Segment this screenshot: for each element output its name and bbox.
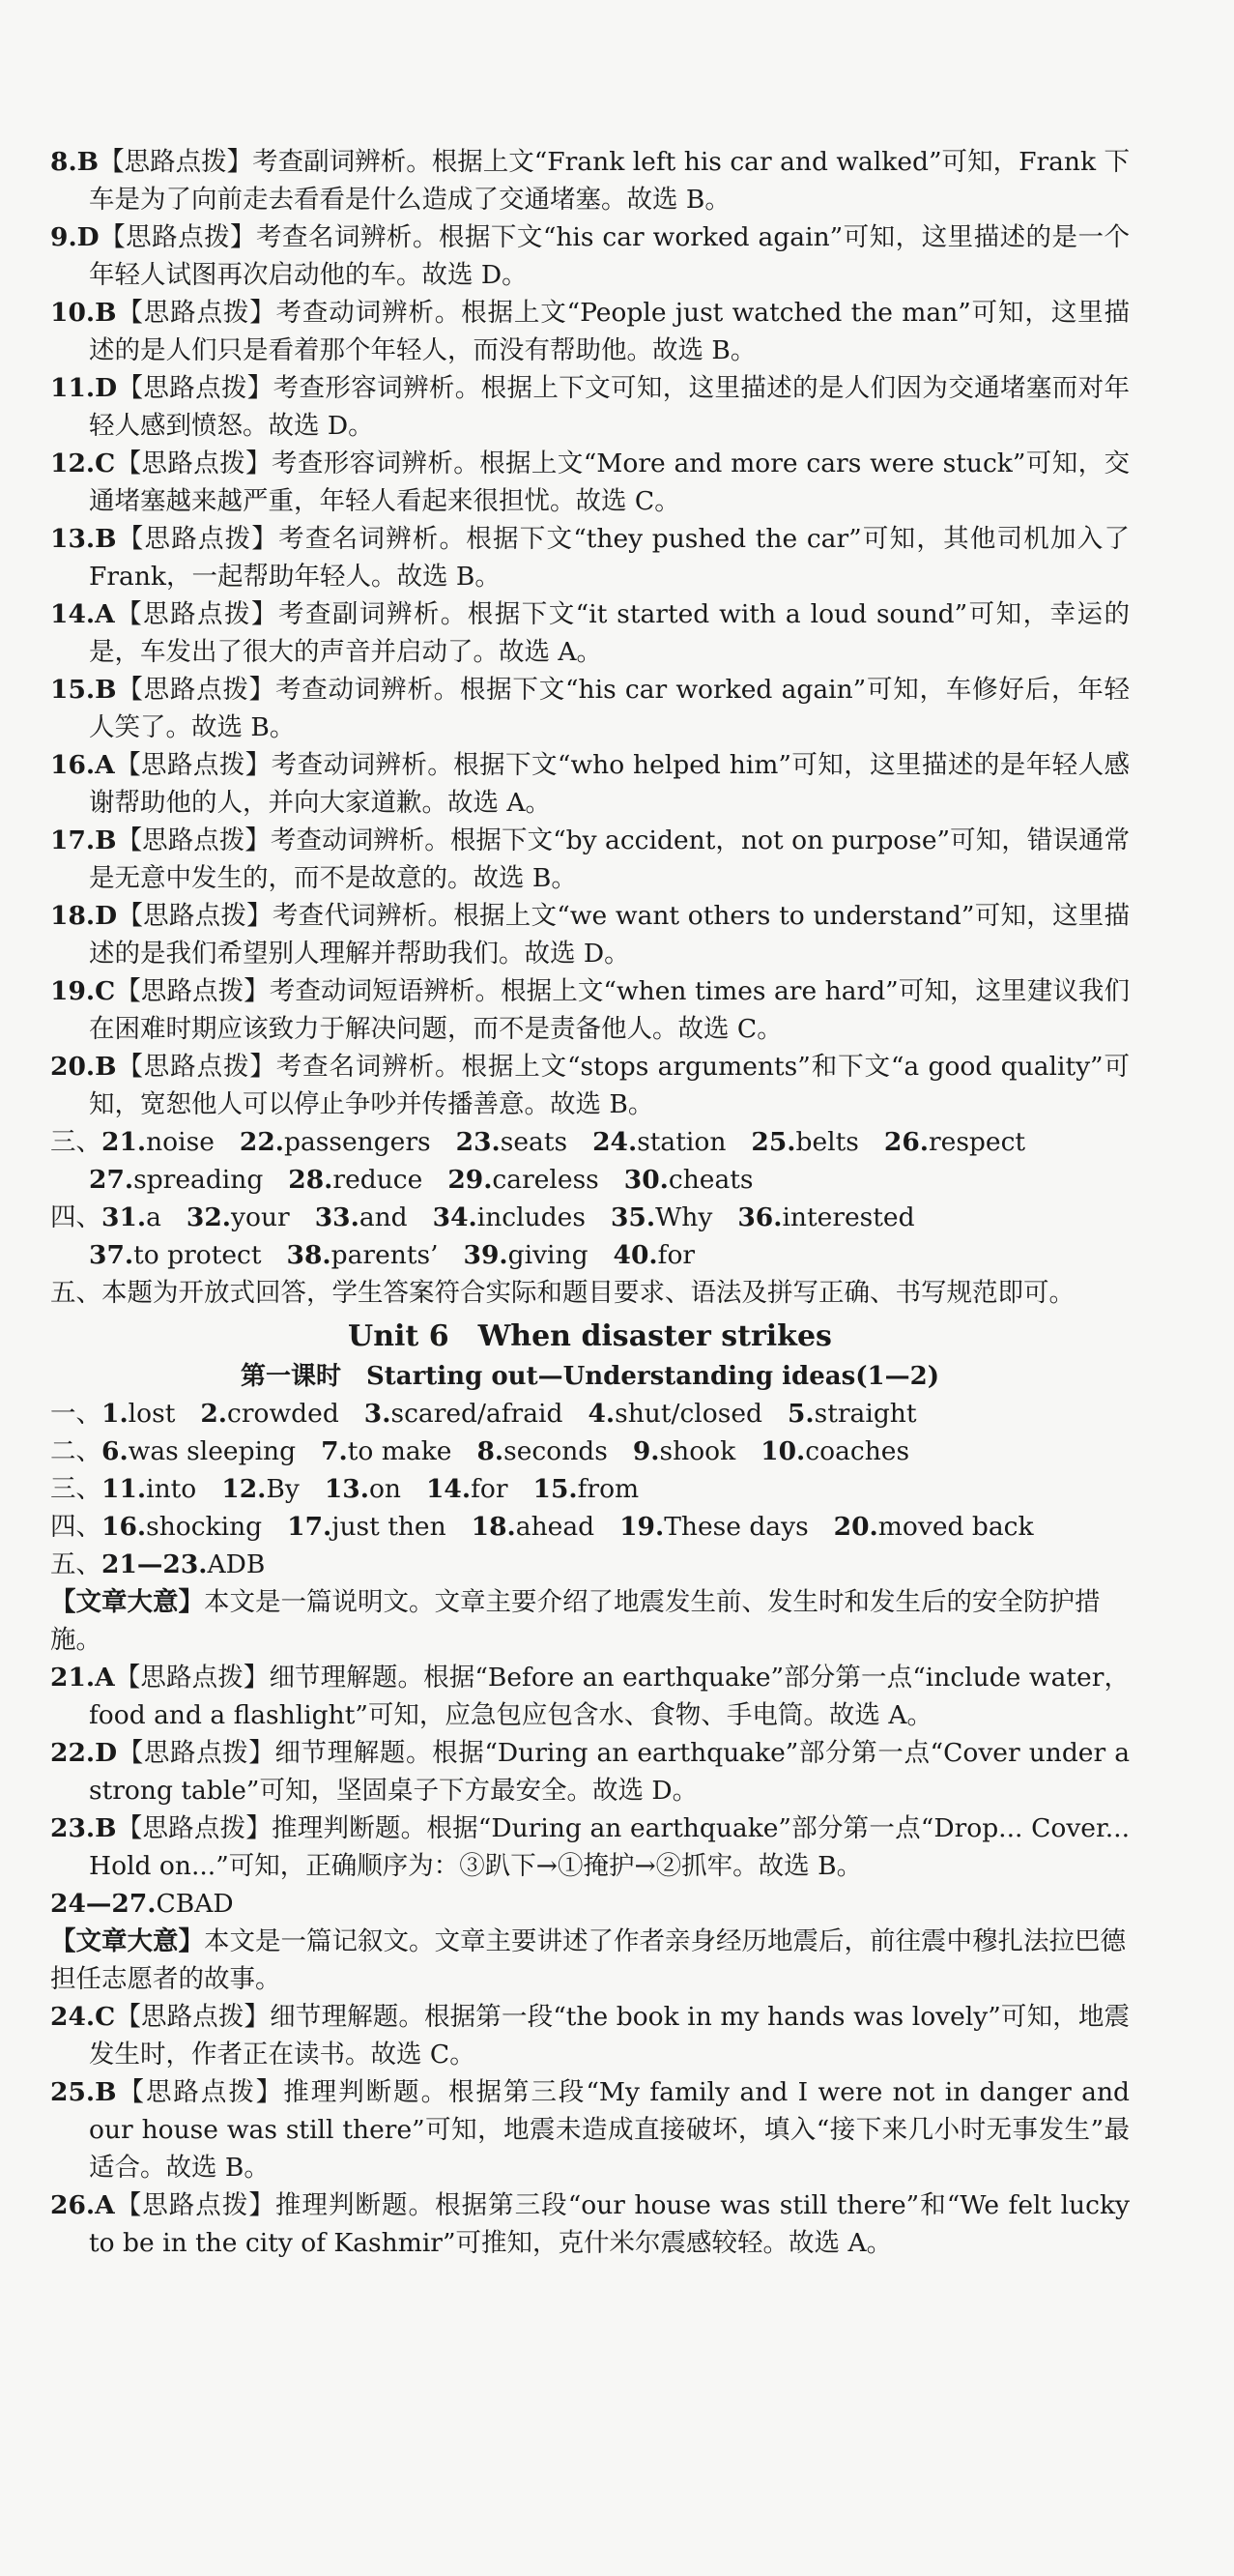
- fill-word: ahead: [515, 1512, 595, 1542]
- answer-explanation: 【思路点拨】考查形容词辨析。根据上文“More and more cars were stuck”可知，交通堵塞越来越严重，年轻人看起来很担忧。故选 C。: [89, 449, 1130, 516]
- answer-number: 10.B: [50, 298, 117, 328]
- answer-number: 21.A: [50, 1663, 115, 1693]
- fill-word: belts: [795, 1127, 859, 1157]
- fill-answer: [50, 1433, 296, 1470]
- fill-number: 12.: [221, 1474, 267, 1504]
- fill-number: 22.: [239, 1127, 284, 1157]
- answer-item: [50, 520, 1130, 595]
- article-summary-2: [50, 1923, 1130, 1998]
- fill-answer: [240, 1123, 431, 1161]
- answer-explanation: 【思路点拨】细节理解题。根据第一段“the book in my hands was lovely”可知，地震发生时，作者正在读书。故选 C。: [89, 2002, 1130, 2069]
- answer-number: 8.B: [50, 147, 100, 177]
- fill-number: 13.: [324, 1474, 369, 1504]
- fill-answer: [533, 1470, 640, 1508]
- fill-word: shocking: [146, 1512, 263, 1542]
- fill-number: 39.: [463, 1240, 508, 1270]
- fill-answer: [89, 1236, 262, 1274]
- fill-number: 30.: [623, 1165, 669, 1195]
- fill-number: 40.: [613, 1240, 658, 1270]
- fill-number: 27.: [89, 1165, 134, 1195]
- fill-number: 3.: [363, 1399, 391, 1429]
- fill-answer: [287, 1236, 439, 1274]
- answer-number: 18.D: [50, 901, 118, 931]
- fill-answer: [884, 1123, 1025, 1161]
- fill-answer: [315, 1199, 408, 1236]
- fill-number: 14.: [425, 1474, 472, 1504]
- fill-answer: [737, 1199, 914, 1236]
- fill-word: Why: [655, 1202, 713, 1232]
- answer-item: [50, 1809, 1130, 1885]
- answer-explanation: 【思路点拨】细节理解题。根据“During an earthquake”部分第一点“Cover under a strong table”可知，坚固桌子下方最安全。故选 D。: [89, 1738, 1130, 1806]
- fill-answer: [364, 1395, 563, 1433]
- fill-word: shut/closed: [615, 1399, 762, 1429]
- fill-number: 16.: [101, 1512, 147, 1542]
- fill-number: 26.: [883, 1127, 929, 1157]
- answer-explanation: 【思路点拨】考查动词辨析。根据下文“by accident，not on purpose”可知，错误通常是无意中发生的，而不是故意的。故选 B。: [89, 825, 1130, 893]
- fill-answer: [464, 1236, 588, 1274]
- group2-answer: CBAD: [156, 1889, 234, 1919]
- unit-section-2: [50, 1433, 1130, 1470]
- fill-word: passengers: [284, 1127, 431, 1157]
- fill-number: 8.: [476, 1436, 504, 1466]
- fill-answer: [433, 1199, 586, 1236]
- fill-number: 34.: [432, 1202, 477, 1232]
- fill-number: 17.: [287, 1512, 332, 1542]
- answer-number: 25.B: [50, 2077, 117, 2107]
- answer-number: 23.B: [50, 1813, 117, 1843]
- section-prefix: 一、: [50, 1399, 101, 1429]
- fill-word: interested: [782, 1202, 915, 1232]
- answer-number: 26.A: [50, 2190, 115, 2220]
- fill-answer: [89, 1161, 263, 1199]
- answer-explanation: 【思路点拨】考查形容词辨析。根据上下文可知，这里描述的是人们因为交通堵塞而对年轻人感到愤怒。故选 D。: [89, 373, 1130, 441]
- summary-2-label: 【文章大意】: [50, 1926, 204, 1956]
- fill-word: to make: [347, 1436, 452, 1466]
- fill-word: into: [146, 1474, 197, 1504]
- fill-answer: [221, 1470, 300, 1508]
- fill-number: 20.: [833, 1512, 878, 1542]
- answer-item: [50, 445, 1130, 520]
- unit-section-1: [50, 1395, 1130, 1433]
- answer-item: [50, 369, 1130, 445]
- fill-word: just then: [331, 1512, 446, 1542]
- fill-word: from: [577, 1474, 640, 1504]
- fill-number: 19.: [619, 1512, 665, 1542]
- answer-item: [50, 671, 1130, 746]
- answer-number: 24.C: [50, 2002, 116, 2032]
- answer-explanation: 【思路点拨】考查副词辨析。根据下文“it started with a loud sound”可知，幸运的是，车发出了很大的声音并启动了。故选 A。: [89, 599, 1130, 667]
- answer-item: [50, 1048, 1130, 1123]
- fill-word: parents’: [330, 1240, 439, 1270]
- answer-number: 19.C: [50, 976, 116, 1006]
- fill-number: 11.: [101, 1474, 147, 1504]
- answer-number: 15.B: [50, 675, 117, 705]
- answer-item: [50, 143, 1130, 218]
- fill-answer: [50, 1123, 215, 1161]
- fill-number: 4.: [588, 1399, 616, 1429]
- answer-number: 13.B: [50, 524, 117, 554]
- fill-answer: [187, 1199, 290, 1236]
- answer-item: [50, 294, 1130, 369]
- fill-word: includes: [476, 1202, 586, 1232]
- answer-number: 17.B: [50, 825, 117, 855]
- section-5-text: 五、本题为开放式回答，学生答案符合实际和题目要求、语法及拼写正确、书写规范即可。: [50, 1278, 1075, 1308]
- answer-number: 14.A: [50, 599, 115, 629]
- fill-word: moved back: [877, 1512, 1034, 1542]
- answer-item: [50, 1659, 1130, 1734]
- fill-answer: [50, 1199, 161, 1236]
- section-3-line-2: [50, 1161, 1130, 1199]
- group2-num: 24—27.: [50, 1889, 157, 1919]
- answer-item: [50, 2073, 1130, 2186]
- fill-word: These days: [664, 1512, 809, 1542]
- unit-section-4: [50, 1508, 1130, 1546]
- fill-word: lost: [128, 1399, 176, 1429]
- group-24-27: [50, 1885, 1130, 1923]
- fill-number: 15.: [532, 1474, 578, 1504]
- fill-word: careless: [492, 1165, 599, 1195]
- answer-explanation: 【思路点拨】考查代词辨析。根据上文“we want others to understand”可知，这里描述的是我们希望别人理解并帮助我们。故选 D。: [89, 901, 1130, 969]
- fill-answer: [760, 1433, 909, 1470]
- fill-number: 24.: [592, 1127, 638, 1157]
- answer-explanation: 【思路点拨】考查副词辨析。根据上文“Frank left his car and walked”可知，Frank 下车是为了向前走去看看是什么造成了交通堵塞。故选 B。: [89, 147, 1130, 215]
- fill-word: cheats: [668, 1165, 754, 1195]
- fill-number: 1.: [101, 1399, 129, 1429]
- answer-item: [50, 897, 1130, 972]
- fill-word: station: [637, 1127, 727, 1157]
- fill-answer: [288, 1161, 422, 1199]
- fill-word: a: [146, 1202, 161, 1232]
- fill-answer: [287, 1508, 446, 1546]
- fill-number: 9.: [632, 1436, 660, 1466]
- fill-answer: [321, 1433, 451, 1470]
- fill-word: seconds: [503, 1436, 608, 1466]
- fill-answer: [788, 1395, 917, 1433]
- section-prefix: 三、: [50, 1474, 101, 1504]
- answer-number: 12.C: [50, 449, 116, 478]
- answer-item: [50, 218, 1130, 294]
- summary-1-label: 【文章大意】: [50, 1587, 204, 1617]
- fill-word: coaches: [805, 1436, 910, 1466]
- unit-section-3: [50, 1470, 1130, 1508]
- fill-number: 25.: [751, 1127, 796, 1157]
- fill-word: respect: [928, 1127, 1026, 1157]
- u5-answer: ADB: [207, 1549, 266, 1579]
- fill-number: 7.: [321, 1436, 348, 1466]
- answer-explanation: 【思路点拨】推理判断题。根据第三段“My family and I were not in danger and our house was still there”可知，地震未造成直接破坏，填入“接下来几小时无事发生”最适合。故选 B。: [89, 2077, 1130, 2183]
- fill-number: 38.: [286, 1240, 331, 1270]
- u5-prefix: 五、: [50, 1549, 101, 1579]
- unit-title: Unit 6 When disaster strikes: [348, 1319, 832, 1353]
- answer-number: 9.D: [50, 222, 100, 252]
- fill-answer: [834, 1508, 1034, 1546]
- fill-answer: [447, 1161, 598, 1199]
- lesson-title: 第一课时 Starting out—Understanding ideas(1—2): [240, 1362, 940, 1391]
- fill-number: 35.: [610, 1202, 656, 1232]
- answer-item: [50, 2186, 1130, 2262]
- fill-number: 18.: [471, 1512, 516, 1542]
- fill-word: shook: [659, 1436, 736, 1466]
- answer-list-mid: [50, 1659, 1130, 1885]
- section-prefix: 四、: [50, 1202, 101, 1232]
- summary-2-text: 本文是一篇记叙文。文章主要讲述了作者亲身经历地震后，前往震中穆扎法拉巴德担任志愿者的故事。: [50, 1926, 1126, 1994]
- fill-answer: [472, 1508, 594, 1546]
- answer-explanation: 【思路点拨】细节理解题。根据“Before an earthquake”部分第一点“include water，food and a flashlight”可知，应急包应包含水、食物、手电筒。故选 A。: [89, 1663, 1130, 1730]
- answer-explanation: 【思路点拨】考查动词辨析。根据下文“his car worked again”可知，车修好后，年轻人笑了。故选 B。: [89, 675, 1130, 742]
- fill-answer: [611, 1199, 712, 1236]
- fill-number: 33.: [314, 1202, 359, 1232]
- fill-word: straight: [814, 1399, 917, 1429]
- fill-number: 2.: [200, 1399, 228, 1429]
- answer-item: [50, 595, 1130, 671]
- fill-answer: [50, 1470, 196, 1508]
- section-4-line-2: [50, 1236, 1130, 1274]
- answer-item: [50, 746, 1130, 822]
- answer-list-top: [50, 143, 1130, 1123]
- fill-number: 32.: [186, 1202, 232, 1232]
- fill-word: reduce: [332, 1165, 423, 1195]
- fill-answer: [50, 1508, 262, 1546]
- fill-number: 28.: [288, 1165, 333, 1195]
- fill-word: By: [266, 1474, 300, 1504]
- fill-answer: [588, 1395, 762, 1433]
- fill-answer: [456, 1123, 567, 1161]
- section-prefix: 四、: [50, 1512, 101, 1542]
- fill-answer: [614, 1236, 696, 1274]
- fill-answer: [619, 1508, 809, 1546]
- fill-number: 21.: [101, 1127, 147, 1157]
- fill-number: 36.: [737, 1202, 783, 1232]
- answer-explanation: 【思路点拨】推理判断题。根据“During an earthquake”部分第一点“Drop... Cover... Hold on...”可知，正确顺序为：③趴下→①掩护→②抓牢。故选 B。: [89, 1813, 1130, 1881]
- answer-item: [50, 1998, 1130, 2073]
- section-prefix: 三、: [50, 1127, 101, 1157]
- answer-number: 11.D: [50, 373, 118, 403]
- fill-answer: [751, 1123, 858, 1161]
- fill-word: giving: [507, 1240, 588, 1270]
- answer-item: [50, 1734, 1130, 1809]
- answer-list-bottom: [50, 1998, 1130, 2262]
- fill-answer: [633, 1433, 735, 1470]
- answer-item: [50, 972, 1130, 1048]
- fill-number: 23.: [455, 1127, 501, 1157]
- summary-1-text: 本文是一篇说明文。文章主要介绍了地震发生前、发生时和发生后的安全防护措施。: [50, 1587, 1101, 1655]
- u5-num: 21—23.: [101, 1549, 208, 1579]
- fill-word: and: [359, 1202, 408, 1232]
- fill-answer: [50, 1395, 175, 1433]
- fill-answer: [426, 1470, 508, 1508]
- fill-number: 10.: [760, 1436, 806, 1466]
- answer-explanation: 【思路点拨】考查名词辨析。根据上文“stops arguments”和下文“a good quality”可知，宽恕他人可以停止争吵并传播善意。故选 B。: [89, 1052, 1130, 1119]
- fill-word: to protect: [133, 1240, 262, 1270]
- fill-word: crowded: [227, 1399, 339, 1429]
- fill-answer: [476, 1433, 607, 1470]
- unit-section-5: [50, 1546, 1130, 1583]
- fill-word: on: [368, 1474, 401, 1504]
- answer-explanation: 【思路点拨】考查动词辨析。根据下文“who helped him”可知，这里描述的是年轻人感谢帮助他的人，并向大家道歉。故选 A。: [89, 750, 1130, 818]
- answer-explanation: 【思路点拨】考查名词辨析。根据下文“they pushed the car”可知，其他司机加入了 Frank，一起帮助年轻人。故选 B。: [89, 524, 1130, 592]
- fill-answer: [325, 1470, 401, 1508]
- fill-word: scared/afraid: [390, 1399, 563, 1429]
- answer-explanation: 【思路点拨】推理判断题。根据第三段“our house was still there”和“We felt lucky to be in the city of Kashmir”可推知，克什米尔震感较轻。故选 A。: [89, 2190, 1130, 2258]
- article-summary-1: [50, 1583, 1130, 1659]
- answer-explanation: 【思路点拨】考查名词辨析。根据下文“his car worked again”可知，这里描述的是一个年轻人试图再次启动他的车。故选 D。: [89, 222, 1130, 290]
- answer-item: [50, 822, 1130, 897]
- section-4-line-1: [50, 1199, 1130, 1236]
- fill-word: your: [231, 1202, 290, 1232]
- fill-word: was sleeping: [128, 1436, 297, 1466]
- fill-number: 6.: [101, 1436, 129, 1466]
- fill-word: spreading: [133, 1165, 264, 1195]
- answer-number: 20.B: [50, 1052, 117, 1082]
- fill-answer: [624, 1161, 754, 1199]
- fill-number: 37.: [89, 1240, 134, 1270]
- fill-word: seats: [500, 1127, 568, 1157]
- fill-number: 29.: [447, 1165, 493, 1195]
- answer-number: 22.D: [50, 1738, 118, 1768]
- fill-word: noise: [146, 1127, 215, 1157]
- answer-explanation: 【思路点拨】考查动词短语辨析。根据上文“when times are hard”可知，这里建议我们在困难时期应该致力于解决问题，而不是责备他人。故选 C。: [89, 976, 1130, 1044]
- fill-number: 5.: [787, 1399, 815, 1429]
- fill-word: for: [657, 1240, 696, 1270]
- answer-number: 16.A: [50, 750, 115, 780]
- fill-number: 31.: [101, 1202, 147, 1232]
- section-prefix: 二、: [50, 1436, 101, 1466]
- answer-explanation: 【思路点拨】考查动词辨析。根据上文“People just watched the man”可知，这里描述的是人们只是看着那个年轻人，而没有帮助他。故选 B。: [89, 298, 1130, 365]
- fill-answer: [592, 1123, 726, 1161]
- fill-word: for: [471, 1474, 508, 1504]
- fill-answer: [200, 1395, 338, 1433]
- section-3-line-1: [50, 1123, 1130, 1161]
